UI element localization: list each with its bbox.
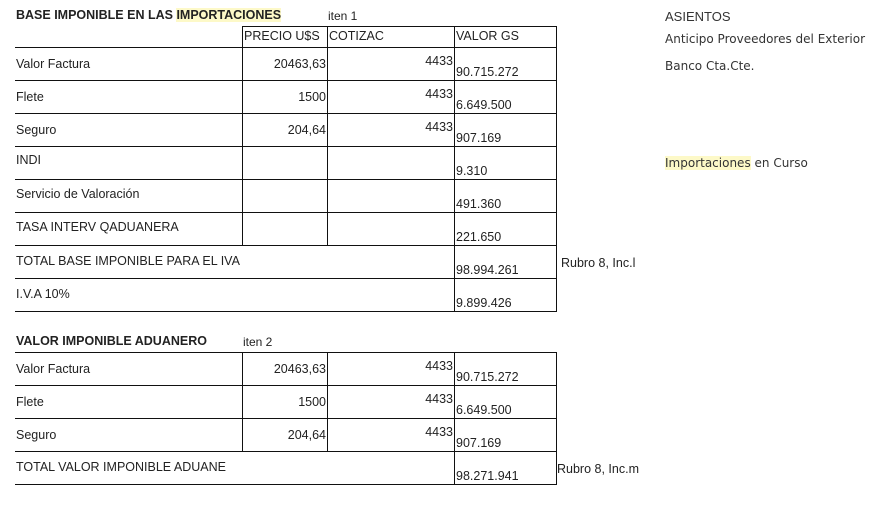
row-precio: 1500 <box>298 90 326 104</box>
section1-title-text: BASE IMPONIBLE EN LAS <box>16 8 177 22</box>
asiento-line-1: Anticipo Proveedores del Exterior <box>665 32 866 46</box>
row-cotizac: 4433 <box>425 54 453 68</box>
asiento-line-3-highlight: Importaciones <box>665 156 751 170</box>
header-precio <box>243 27 328 48</box>
asiento-line-3-rest: en Curso <box>750 156 808 170</box>
table-row <box>15 48 557 81</box>
header-valor <box>455 27 557 48</box>
row-label: Valor Factura <box>16 362 91 376</box>
row-label: INDI <box>16 153 41 167</box>
table-row <box>15 213 557 246</box>
total-valor: 98.994.261 <box>456 263 519 277</box>
row-label: Flete <box>16 395 44 409</box>
asiento-line-2: Banco Cta.Cte. <box>665 59 755 73</box>
total-row <box>15 246 557 279</box>
row-valor: 90.715.272 <box>456 65 519 79</box>
table-row <box>15 419 557 452</box>
asientos-heading: ASIENTOS <box>665 9 731 24</box>
header-cotizac-text: COTIZAC <box>329 29 384 43</box>
header-empty-cell <box>15 27 243 48</box>
section1-table <box>15 26 557 312</box>
table-header-row <box>15 27 557 48</box>
iva-row <box>15 279 557 312</box>
section1-title-highlight: IMPORTACIONES <box>176 8 282 22</box>
row-cotizac: 4433 <box>425 87 453 101</box>
section2-item-label: iten 2 <box>243 335 273 349</box>
asiento-line-3 <box>665 156 808 170</box>
row-valor: 491.360 <box>456 197 502 211</box>
row-label: Servicio de Valoración <box>16 187 140 201</box>
row-label: Flete <box>16 90 44 104</box>
section1-title <box>16 8 281 22</box>
row-cotizac: 4433 <box>425 392 453 406</box>
section1-item-label: iten 1 <box>328 9 358 23</box>
row-label: Seguro <box>16 123 57 137</box>
iva-valor: 9.899.426 <box>456 296 512 310</box>
row-label: Valor Factura <box>16 57 91 71</box>
row-cotizac: 4433 <box>425 120 453 134</box>
table-row <box>15 180 557 213</box>
row-valor: 907.169 <box>456 436 502 450</box>
iva-label: I.V.A 10% <box>16 287 70 301</box>
rubro-note-2: Rubro 8, Inc.m <box>557 462 639 476</box>
row-valor: 9.310 <box>456 164 488 178</box>
total-label: TOTAL VALOR IMPONIBLE ADUANE <box>16 460 227 474</box>
header-cotizac <box>328 27 455 48</box>
total-label: TOTAL BASE IMPONIBLE PARA EL IVA <box>16 254 240 268</box>
header-valor-text: VALOR GS <box>456 29 519 43</box>
row-valor: 221.650 <box>456 230 502 244</box>
header-precio-text: PRECIO U$S <box>244 29 320 43</box>
row-precio: 1500 <box>298 395 326 409</box>
total-row <box>15 452 557 485</box>
rubro-note-1: Rubro 8, Inc.l <box>561 256 636 270</box>
row-precio: 20463,63 <box>273 57 326 71</box>
row-valor: 907.169 <box>456 131 502 145</box>
row-precio: 204,64 <box>287 428 326 442</box>
table-row <box>15 114 557 147</box>
row-valor: 6.649.500 <box>456 98 512 112</box>
table-row <box>15 353 557 386</box>
row-valor: 90.715.272 <box>456 370 519 384</box>
table-row <box>15 147 557 180</box>
row-cotizac: 4433 <box>425 359 453 373</box>
row-precio: 20463,63 <box>273 362 326 376</box>
section2-title: VALOR IMPONIBLE ADUANERO <box>16 334 207 348</box>
table-row <box>15 81 557 114</box>
total-valor: 98.271.941 <box>456 469 519 483</box>
section2-table <box>15 352 557 485</box>
table-row <box>15 386 557 419</box>
row-precio: 204,64 <box>287 123 326 137</box>
row-label: Seguro <box>16 428 57 442</box>
row-valor: 6.649.500 <box>456 403 512 417</box>
row-label: TASA INTERV QADUANERA <box>16 220 179 234</box>
row-cotizac: 4433 <box>425 425 453 439</box>
